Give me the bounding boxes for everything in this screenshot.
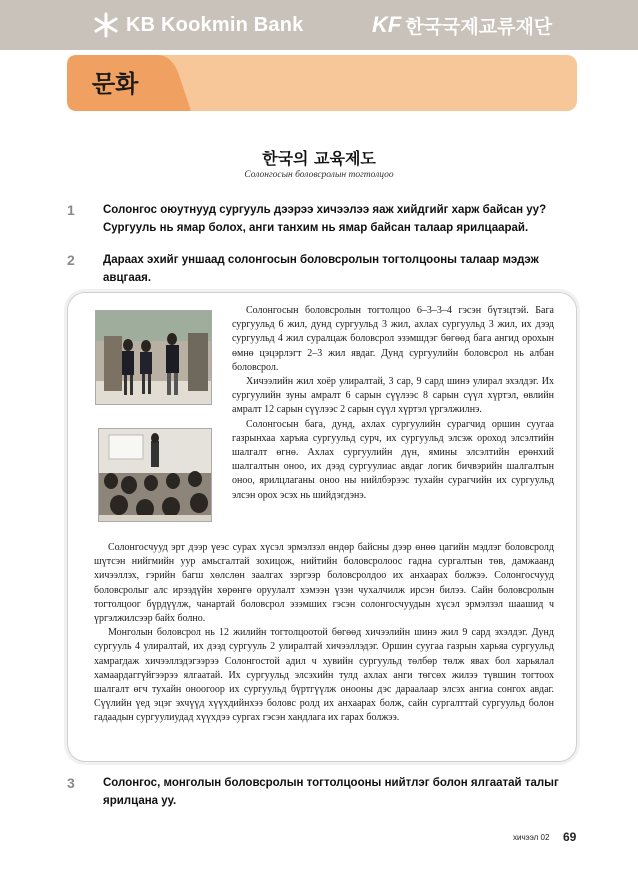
- reading-text-column: [232, 304, 554, 503]
- question-1-text: Солонгос оюутнууд сургууль дээрээ хичээлээ яаж хийдгийг харж байсан уу? Сургууль нь ямар болох, анги танхим нь ямар байсан талаар ярилцаарай.: [103, 204, 547, 234]
- reading-paragraph-2: Хичээлийн жил хоёр улиралтай, 3 сар, 9 сард шинэ улирал эхэлдэг. Их сургуулийн зуны амралт 6 сарын сүүлээс 8 сарын сүүл хүртэл, өвлийн амралт 12 сарын сүүлээс 2 сарын сүүл хүртэл үргэлжилнэ.: [232, 376, 554, 416]
- reading-paragraph-4: Солонгосчууд эрт дээр үеэс сурах хүсэл эрмэлзэл өндөр байсны дээр өнөө цагийн мэдлэг боловсролд шүтсэн нийгмийн уур амьсгалтай зохицож, нийтийн боловсролоос гадна сургалтын төв, дамжаанд хичээллэх, гэрийн багш хөлслөн заалгах зэргээр боловсролдоо их анхаарах болжээ. Солонгосчууд боловсролыг алс ирээдүйн хөрөнгө оруулалт хэмээн үзэн чухалчилж ирсэн билээ. Сайн боловсролын тогтолцоог бүрдүүлж, чанартай боловсрол эзэмших гэсэн солонгосчуудын хүсэл эрмэлзэл шаашид ч үргэлжилсээр байх болно.: [94, 542, 554, 625]
- classroom-lecture-photo: [98, 428, 212, 522]
- kf-logo-text: 한국국제교류재단: [405, 16, 553, 38]
- question-2-number: 2: [67, 252, 75, 268]
- reading-paragraph-5: Монголын боловсрол нь 12 жилийн тогтолцоотой бөгөөд хичээлийн шинэ жил 9 сард эхэлдэг. Дунд сургууль 4 улиралтай, их дээд сургууль 2 улиралтай хичээллэдэг. Оршин суугаа газрын харьяа сургуульд хамрагдаж хичээллэдэгээрээ Солонгостой адил ч хувийн сургуульд төлбөр төлж явах бол харьялал хамаардаггүйгээрээ ялгаатай. Их сургуульд элсэхийн тулд ахлах анги төгсөх жилээ түвшин тогтоох шалгалт өгч тухайн оноогоор их сургуульд бүртгүүлж онооны дэс дараалаар элсэх ангиа сонгох авдаг. Сүүлийн үед эцэг эхчүүд хүүхдийнхээ боловс ролд их анхаарах болж, сайн сургалттай сургуульд болон гадаадын сургуулиудад хүүхдээ сургах гэсэн хандлага их гарах болжээ.: [94, 627, 554, 724]
- page-number: 69: [563, 830, 577, 844]
- section-title: 문화: [92, 70, 139, 98]
- reading-paragraph-1: Солонгосын боловсролын тогтолцоо 6–3–3–4 гэсэн бүтэцтэй. Бага сургуульд 6 жил, дунд сургуульд 3 жил, ахлах сургуульд 3 жил, их дээд сургуульд 4 жил суралцаж боловсрол эзэмшдэг бөгөөд бага ангид орохын өмнө цэцэрлэгт 2–3 жил явдаг. Дунд сургуулийн боловсрол нь албан боловсрол.: [232, 305, 554, 373]
- footer-lesson-label: хичээл 02: [513, 833, 550, 842]
- header-bar: [0, 0, 638, 50]
- article-subtitle: Солонгосын боловсролын тогтолцоо: [244, 170, 394, 180]
- section-banner: [67, 55, 577, 111]
- kb-logo-text: KB Kookmin Bank: [126, 13, 304, 36]
- question-2-text: Дараах эхийг уншаад солонгосын боловсролын тогтолцооны талаар мэдэж авцгаая.: [103, 254, 539, 284]
- question-3-number: 3: [67, 775, 75, 791]
- kb-star-icon: [92, 12, 120, 38]
- kf-foundation-logo: [372, 12, 552, 38]
- kb-kookmin-logo: [92, 12, 303, 38]
- students-walking-photo: [95, 310, 212, 405]
- reading-paragraph-3: Солонгосын бага, дунд, ахлах сургуулийн сурагчид оршин суугаа газрынхаа харъяа сургуульд сурч, их сургуульд элсэж ороход элсэлтийн шалгалт өгнө. Ахлах сургуулийн дүн, ямины элсэлтийн ерөнхий шалгалтын оноо, их дээд сургуулиас авдаг логик бичвэрийн шалгалтын оноо, ярилцлаганы оноо ны нийлбэрээс тухайн сурагчийн их сургуульд элсэн орох эсэх нь шийдэгдэнэ.: [232, 418, 554, 501]
- question-3-text: Солонгос, монголын боловсролын тогтолцооны нийтлэг болон ялгаатай талыг ярилцана уу.: [103, 777, 559, 807]
- kf-logo-mark: KF: [372, 12, 402, 37]
- article-title: 한국의 교육제도: [262, 149, 376, 168]
- reading-text-full: [94, 541, 554, 726]
- question-1-number: 1: [67, 202, 75, 218]
